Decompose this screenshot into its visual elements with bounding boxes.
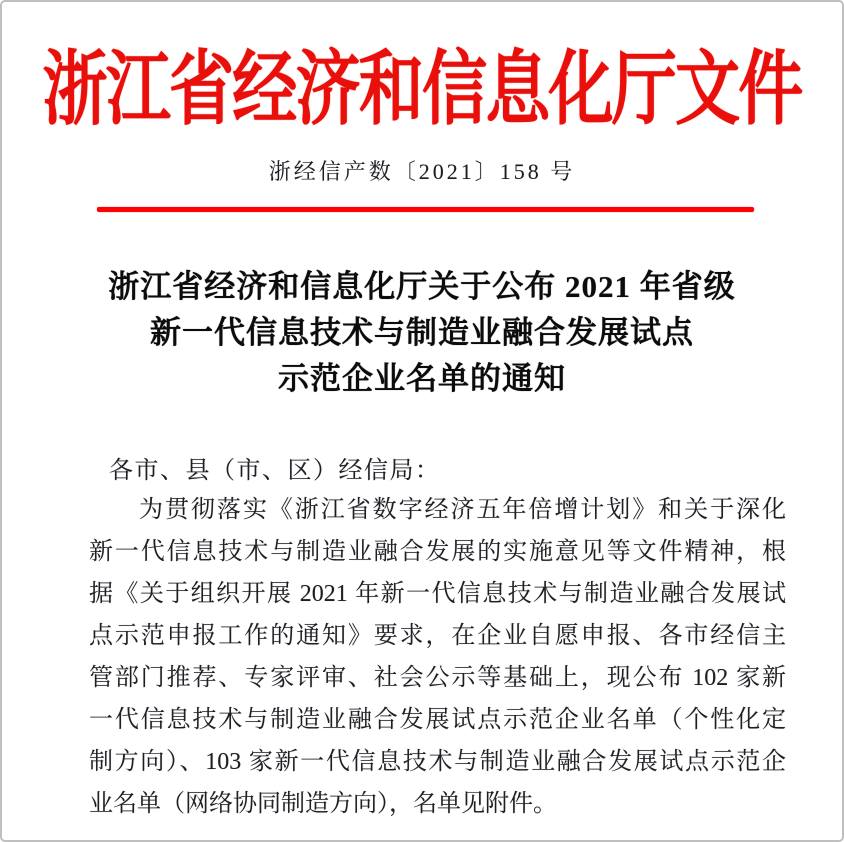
body-line: 业名单（网络协同制造方向），名单见附件。 — [89, 791, 557, 817]
document-title-line-3: 示范企业名单的通知 — [278, 361, 566, 396]
letterhead-title: 浙江省经济和信息化厅文件 — [42, 46, 802, 136]
document-title — [54, 264, 790, 402]
body-line: 制方向）、103 家新一代信息技术与制造业融合发展试点示范企 — [89, 749, 786, 775]
document-title-line-2: 新一代信息技术与制造业融合发展试点 — [150, 315, 694, 350]
document-number: 浙经信产数〔2021〕158 号 — [268, 159, 576, 184]
body-line: 点示范申报工作的通知》要求，在企业自愿申报、各市经信主 — [89, 623, 786, 649]
body-line: 为贯彻落实《浙江省数字经济五年倍增计划》和关于深化 — [139, 497, 786, 523]
document-title-line-1: 浙江省经济和信息化厅关于公布 2021 年省级 — [108, 269, 736, 304]
body-line: 新一代信息技术与制造业融合发展的实施意见等文件精神，根 — [89, 539, 786, 565]
body-paragraph — [89, 489, 786, 825]
red-separator-rule — [97, 207, 754, 212]
salutation-line: 各市、县（市、区）经信局： — [109, 458, 441, 484]
body-line: 管部门推荐、专家评审、社会公示等基础上，现公布 102 家新 — [89, 665, 786, 691]
body-line: 据《关于组织开展 2021 年新一代信息技术与制造业融合发展试 — [89, 581, 786, 607]
body-line: 一代信息技术与制造业融合发展试点示范企业名单（个性化定 — [89, 707, 786, 733]
